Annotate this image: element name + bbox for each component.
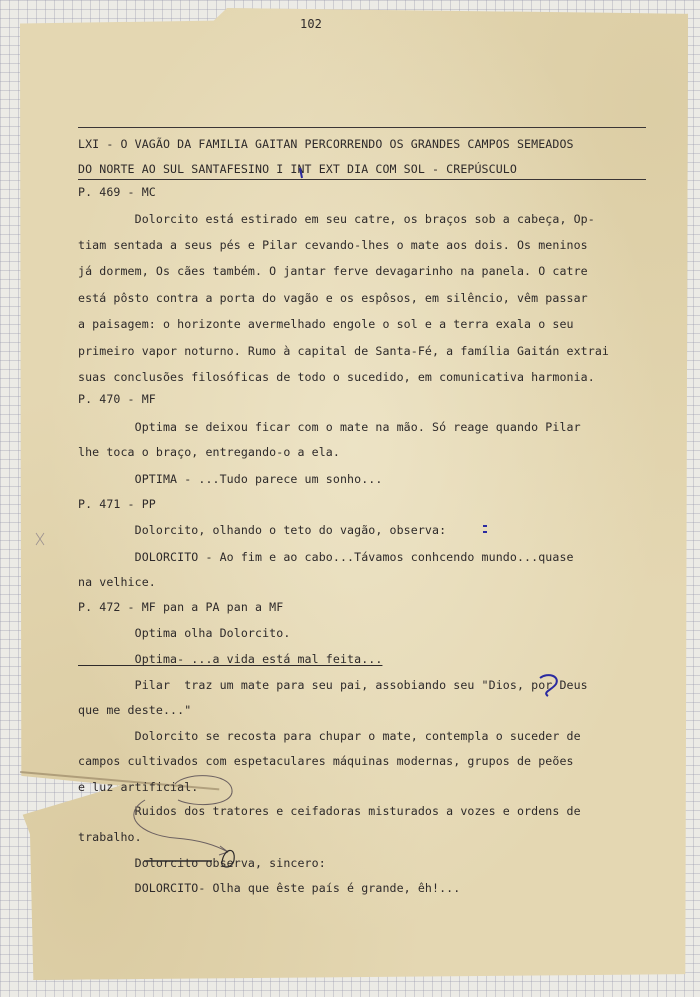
dialogue-line: OPTIMA - ...Tudo parece um sonho... — [78, 472, 383, 486]
text-line: Dolorcito, olhando o teto do vagão, observa: — [78, 523, 447, 537]
text-line: Dolorcito está estirado em seu catre, os braços sob a cabeça, Op- — [78, 212, 595, 226]
text-line: trabalho. — [78, 830, 142, 844]
shot-label: P. 471 - PP — [78, 497, 156, 511]
dialogue-line: Optima- ...a vida está mal feita... — [78, 652, 383, 666]
text-line: Dolorcito observa, sincero: — [78, 856, 326, 870]
shot-label: P. 469 - MC — [78, 185, 156, 199]
heading-rule-bottom — [78, 179, 646, 180]
dialogue-line: DOLORCITO- Olha que êste país é grande, êh!... — [78, 881, 461, 895]
text-line: já dormem, Os cães também. O jantar ferve devagarinho na panela. O catre — [78, 264, 588, 278]
text-line: tiam sentada a seus pés e Pilar cevando-lhes o mate aos dois. Os meninos — [78, 238, 588, 252]
text-line: Optima olha Dolorcito. — [78, 626, 291, 640]
dialogue-line: DOLORCITO - Ao fim e ao cabo...Távamos conhcendo mundo...quase — [78, 550, 574, 564]
text-line: Ruidos dos tratores e ceifadoras misturados a vozes e ordens de — [78, 804, 581, 818]
text-line: Pilar traz um mate para seu pai, assobiando seu "Dios, por Deus — [78, 678, 588, 692]
text-line: suas conclusões filosóficas de todo o sucedido, em comunicativa harmonia. — [78, 370, 595, 384]
heading-line-2: DO NORTE AO SUL SANTAFESINO I INT EXT DIA COM SOL - CREPÚSCULO — [78, 162, 517, 176]
text-line: está pôsto contra a porta do vagão e os espôsos, em silêncio, vêm passar — [78, 291, 588, 305]
text-line: que me deste..." — [78, 703, 192, 717]
text-line: primeiro vapor noturno. Rumo à capital de Santa-Fé, a família Gaitán extrai — [78, 344, 610, 358]
shot-label: P. 472 - MF pan a PA pan a MF — [78, 600, 284, 614]
text-line: campos cultivados com espetaculares máquinas modernas, grupos de peões — [78, 754, 574, 768]
page-number: 102 — [300, 17, 322, 31]
heading-rule-top — [78, 127, 646, 128]
heading-line-1: LXI - O VAGÃO DA FAMILIA GAITAN PERCORRENDO OS GRANDES CAMPOS SEMEADOS — [78, 137, 574, 151]
text-line: a paisagem: o horizonte avermelhado engole o sol e a terra exala o seu — [78, 317, 574, 331]
text-line: Optima se deixou ficar com o mate na mão. Só reage quando Pilar — [78, 420, 581, 434]
text-line: Dolorcito se recosta para chupar o mate, contempla o suceder de — [78, 729, 581, 743]
text-line: lhe toca o braço, entregando-o a ela. — [78, 445, 340, 459]
text-line: e luz artificial. — [78, 780, 199, 794]
text-line: na velhice. — [78, 575, 156, 589]
shot-label: P. 470 - MF — [78, 392, 156, 406]
